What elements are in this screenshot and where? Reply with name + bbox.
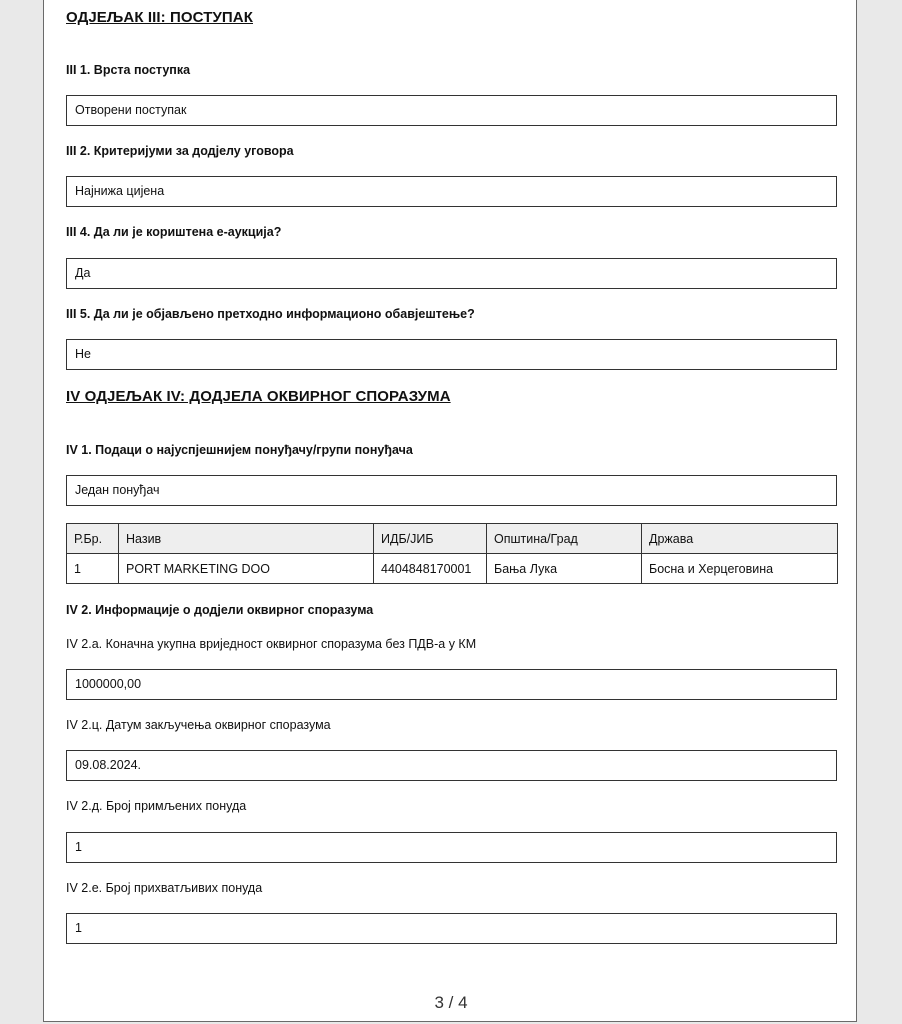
framework-info-label: IV 2. Информације о додјели оквирног споразума	[66, 603, 374, 617]
procedure-type-field: Отворени поступак	[66, 95, 837, 126]
e-auction-label: III 4. Да ли је кориштена е-аукција?	[66, 225, 282, 239]
page-indicator: 3 / 4	[434, 993, 468, 1012]
e-auction-field: Да	[66, 258, 837, 289]
total-value-label: IV 2.а. Коначна укупна вриједност оквирног споразума без ПДВ-а у КМ	[66, 637, 477, 651]
cell-number: 1	[67, 554, 119, 584]
section-3-title: ОДЈЕЉАК III: ПОСТУПАК	[66, 9, 253, 26]
table-row	[67, 554, 838, 584]
header-country: Држава	[642, 524, 838, 554]
bidder-label: IV 1. Подаци о најуспјешнијем понуђачу/групи понуђача	[66, 443, 413, 457]
procedure-type-label: III 1. Врста поступка	[66, 63, 191, 77]
prior-notice-field: Не	[66, 339, 837, 370]
section-4-title: IV ОДЈЕЉАК IV: ДОДЈЕЛА ОКВИРНОГ СПОРАЗУМА	[66, 388, 451, 405]
prior-notice-label: III 5. Да ли је објављено претходно информационо обавјештење?	[66, 307, 475, 321]
header-number: Р.Бр.	[67, 524, 119, 554]
conclusion-date-label: IV 2.ц. Датум закључења оквирног споразума	[66, 718, 331, 732]
award-criteria-label: III 2. Критеријуми за додјелу уговора	[66, 144, 294, 158]
acceptable-bids-field: 1	[66, 913, 837, 944]
header-id: ИДБ/ЈИБ	[374, 524, 487, 554]
bidder-field: Један понуђач	[66, 475, 837, 506]
table-header-row	[67, 524, 838, 554]
cell-municipality: Бања Лука	[487, 554, 642, 584]
winners-table	[66, 523, 838, 584]
conclusion-date-field: 09.08.2024.	[66, 750, 837, 781]
total-value-field: 1000000,00	[66, 669, 837, 700]
document-page	[43, 0, 857, 1022]
header-name: Назив	[119, 524, 374, 554]
header-municipality: Општина/Град	[487, 524, 642, 554]
cell-name: PORT MARKETING DOO	[119, 554, 374, 584]
award-criteria-field: Најнижа цијена	[66, 176, 837, 207]
received-bids-label: IV 2.д. Број примљених понуда	[66, 799, 247, 813]
cell-country: Босна и Херцеговина	[642, 554, 838, 584]
received-bids-field: 1	[66, 832, 837, 863]
cell-id: 4404848170001	[374, 554, 487, 584]
acceptable-bids-label: IV 2.е. Број прихватљивих понуда	[66, 881, 263, 895]
